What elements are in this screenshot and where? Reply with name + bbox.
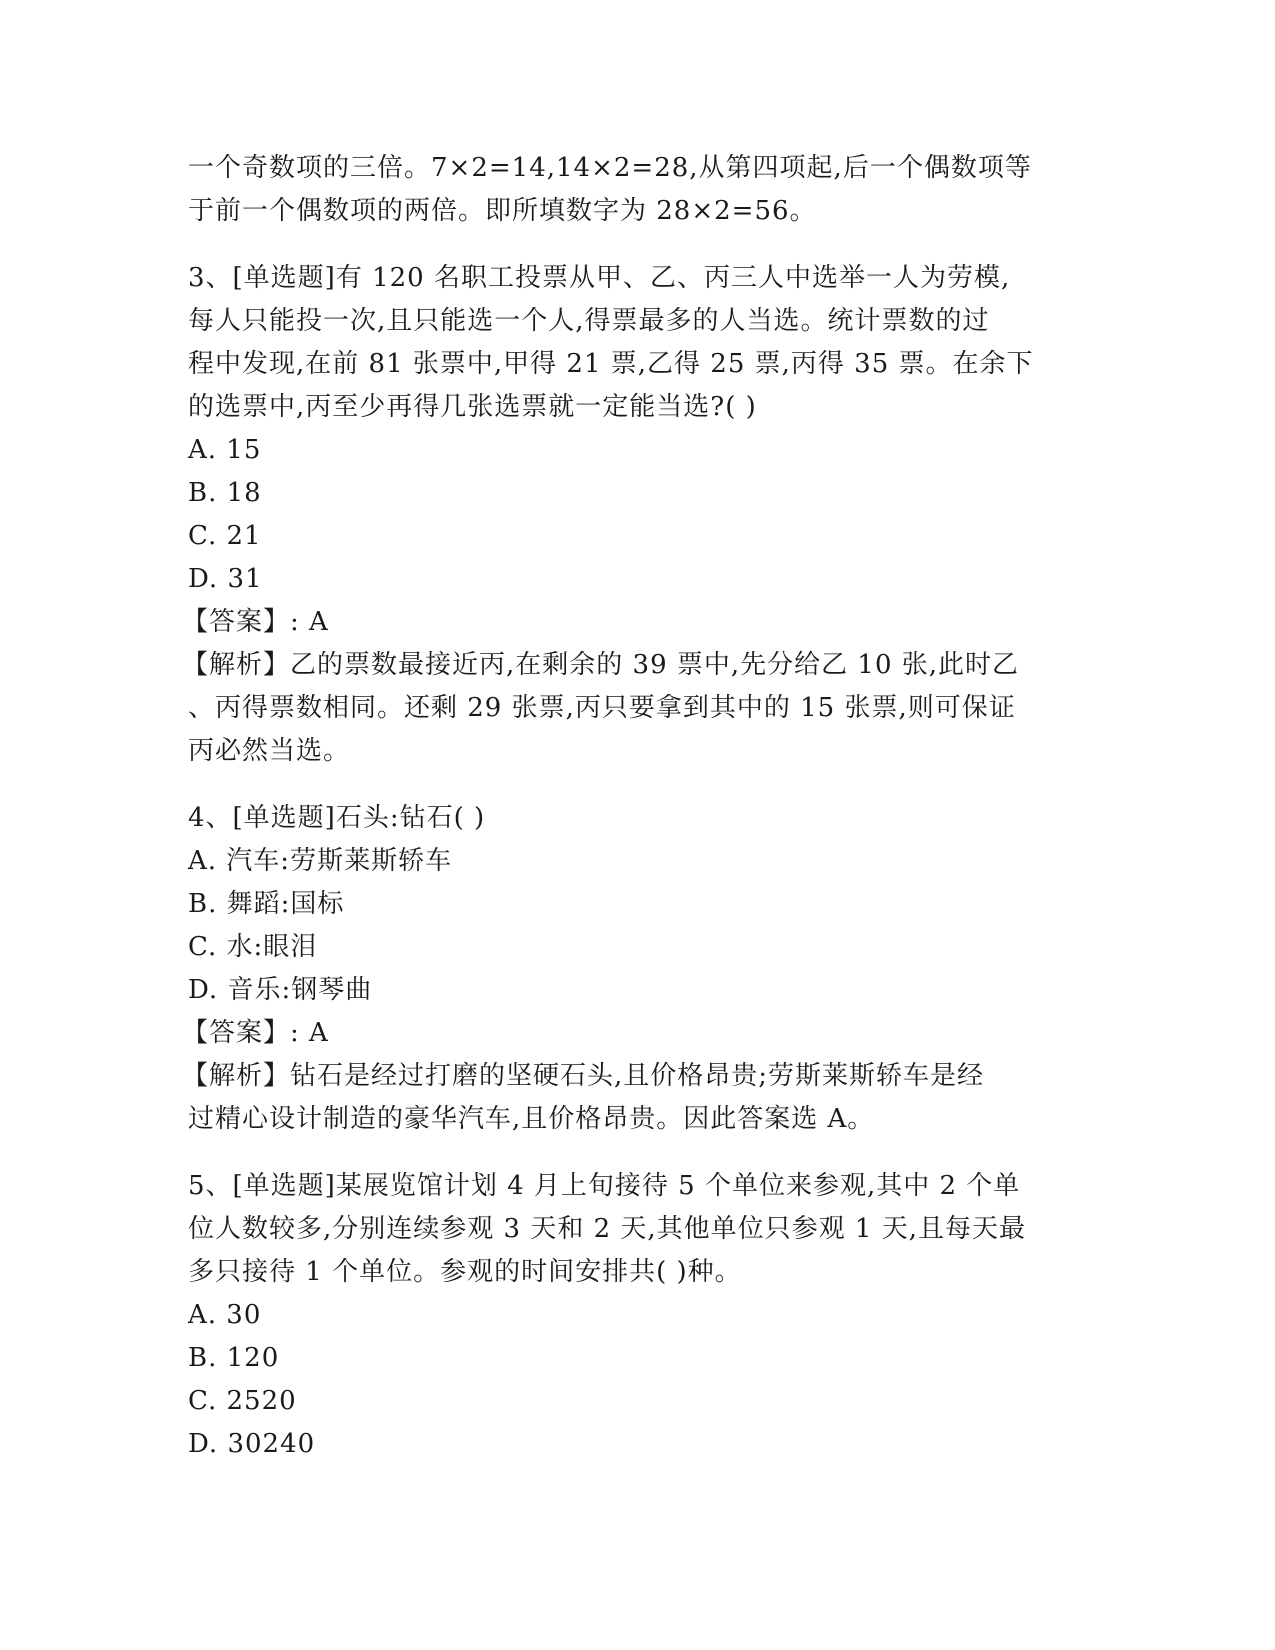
answer-line: 【答案】: A	[182, 1018, 329, 1048]
question-stem-line: 程中发现,在前 81 张票中,甲得 21 票,乙得 25 票,丙得 35 票。在余下	[188, 349, 1034, 379]
option-d: D. 30240	[188, 1429, 316, 1459]
option-b: B. 18	[188, 478, 262, 508]
question-stem-line: 3、[单选题]有 120 名职工投票从甲、乙、丙三人中选举一人为劳模,	[188, 263, 1011, 293]
option-c: C. 水:眼泪	[188, 932, 318, 962]
intro-paragraph	[188, 147, 1088, 233]
text-line: 一个奇数项的三倍。7×2=14,14×2=28,从第四项起,后一个偶数项等	[188, 153, 1032, 183]
option-b: B. 120	[188, 1343, 280, 1373]
question-5	[188, 1165, 1088, 1466]
analysis-line: 过精心设计制造的豪华汽车,且价格昂贵。因此答案选 A。	[188, 1104, 875, 1134]
question-stem-line: 4、[单选题]石头:钻石( )	[188, 803, 486, 833]
option-c: C. 21	[188, 521, 262, 551]
text-line: 于前一个偶数项的两倍。即所填数字为 28×2=56。	[188, 196, 817, 226]
option-a: A. 15	[188, 435, 262, 465]
answer-line: 【答案】: A	[182, 607, 329, 637]
document-page	[182, 147, 1088, 1466]
analysis-line: 丙必然当选。	[188, 736, 351, 766]
option-c: C. 2520	[188, 1386, 297, 1416]
option-a: A. 30	[188, 1300, 262, 1330]
option-a: A. 汽车:劳斯莱斯轿车	[188, 846, 453, 876]
question-4	[182, 797, 1088, 1141]
question-stem-line: 每人只能投一次,且只能选一个人,得票最多的人当选。统计票数的过	[188, 306, 990, 336]
question-stem-line: 位人数较多,分别连续参观 3 天和 2 天,其他单位只参观 1 天,且每天最	[188, 1214, 1027, 1244]
analysis-line: 【解析】钻石是经过打磨的坚硬石头,且价格昂贵;劳斯莱斯轿车是经	[182, 1061, 985, 1091]
analysis-line: 【解析】乙的票数最接近丙,在剩余的 39 票中,先分给乙 10 张,此时乙	[182, 650, 1020, 680]
question-3	[182, 257, 1088, 773]
option-d: D. 音乐:钢琴曲	[188, 975, 373, 1005]
option-b: B. 舞蹈:国标	[188, 889, 345, 919]
question-stem-line: 多只接待 1 个单位。参观的时间安排共( )种。	[188, 1257, 742, 1287]
option-d: D. 31	[188, 564, 263, 594]
question-stem-line: 的选票中,丙至少再得几张选票就一定能当选?( )	[188, 392, 757, 422]
question-stem-line: 5、[单选题]某展览馆计划 4 月上旬接待 5 个单位来参观,其中 2 个单	[188, 1171, 1021, 1201]
analysis-line: 、丙得票数相同。还剩 29 张票,丙只要拿到其中的 15 张票,则可保证	[188, 693, 1016, 723]
